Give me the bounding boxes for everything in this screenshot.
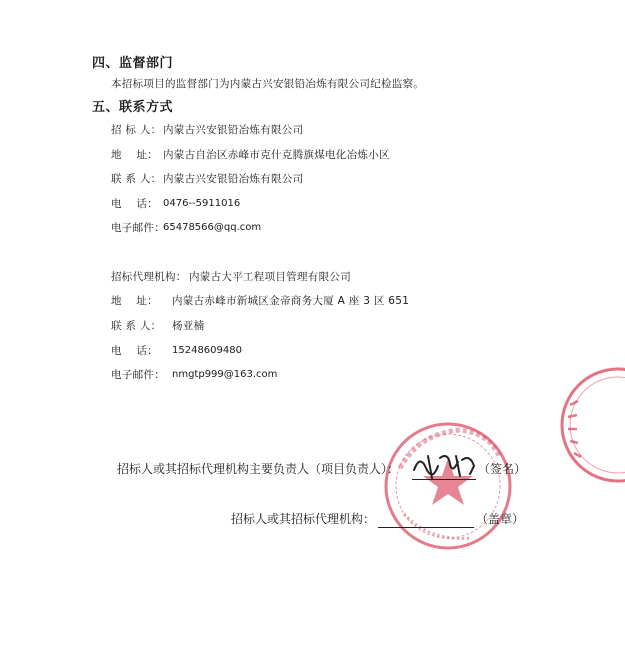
tenderer-address-label: 地 址： xyxy=(111,149,158,161)
tenderer-phone-label: 电 话： xyxy=(111,198,158,210)
agency-value: 内蒙古大平工程项目管理有限公司 xyxy=(189,271,351,283)
tenderer-label: 招 标 人： xyxy=(111,124,162,136)
partial-seal-stamp xyxy=(548,365,625,485)
section-4-body: 本招标项目的监督部门为内蒙古兴安银铅冶炼有限公司纪检监察。 xyxy=(111,78,425,90)
stamp-underline xyxy=(378,527,474,528)
section-4-heading: 四、监督部门 xyxy=(92,56,174,71)
tenderer-contact-label: 联 系 人： xyxy=(111,173,162,185)
agency-address-label: 地 址： xyxy=(111,295,158,307)
agency-email-label: 电子邮件： xyxy=(111,369,165,381)
handwritten-signature xyxy=(410,448,480,484)
section-5-heading: 五、联系方式 xyxy=(92,100,174,115)
tenderer-phone-value: 0476--5911016 xyxy=(163,198,241,209)
tenderer-address-value: 内蒙古自治区赤峰市克什克腾旗煤电化冶炼小区 xyxy=(163,149,390,161)
agency-phone-label: 电 话： xyxy=(111,345,158,357)
company-seal-stamp xyxy=(380,418,520,553)
signature-lead-text: 招标人或其招标代理机构主要负责人（项目负责人）： xyxy=(117,462,400,476)
agency-address-value: 内蒙古赤峰市新城区金帝商务大厦 A 座 3 区 651 xyxy=(172,295,410,307)
agency-contact-value: 杨亚楠 xyxy=(172,320,205,332)
tenderer-value: 内蒙古兴安银铅冶炼有限公司 xyxy=(163,124,304,136)
agency-contact-label: 联 系 人： xyxy=(111,320,162,332)
signature-suffix: （签名） xyxy=(478,462,527,476)
tenderer-contact-value: 内蒙古兴安银铅冶炼有限公司 xyxy=(163,173,304,185)
stamp-suffix: （盖章） xyxy=(476,512,525,526)
stamp-lead-text: 招标人或其招标代理机构： xyxy=(231,512,376,526)
agency-label: 招标代理机构： xyxy=(111,271,187,283)
tenderer-email-label: 电子邮件： xyxy=(111,222,165,234)
tenderer-email-value: 65478566@qq.com xyxy=(163,222,262,233)
agency-email-value: nmgtp999@163.com xyxy=(172,369,278,380)
agency-phone-value: 15248609480 xyxy=(172,345,242,356)
